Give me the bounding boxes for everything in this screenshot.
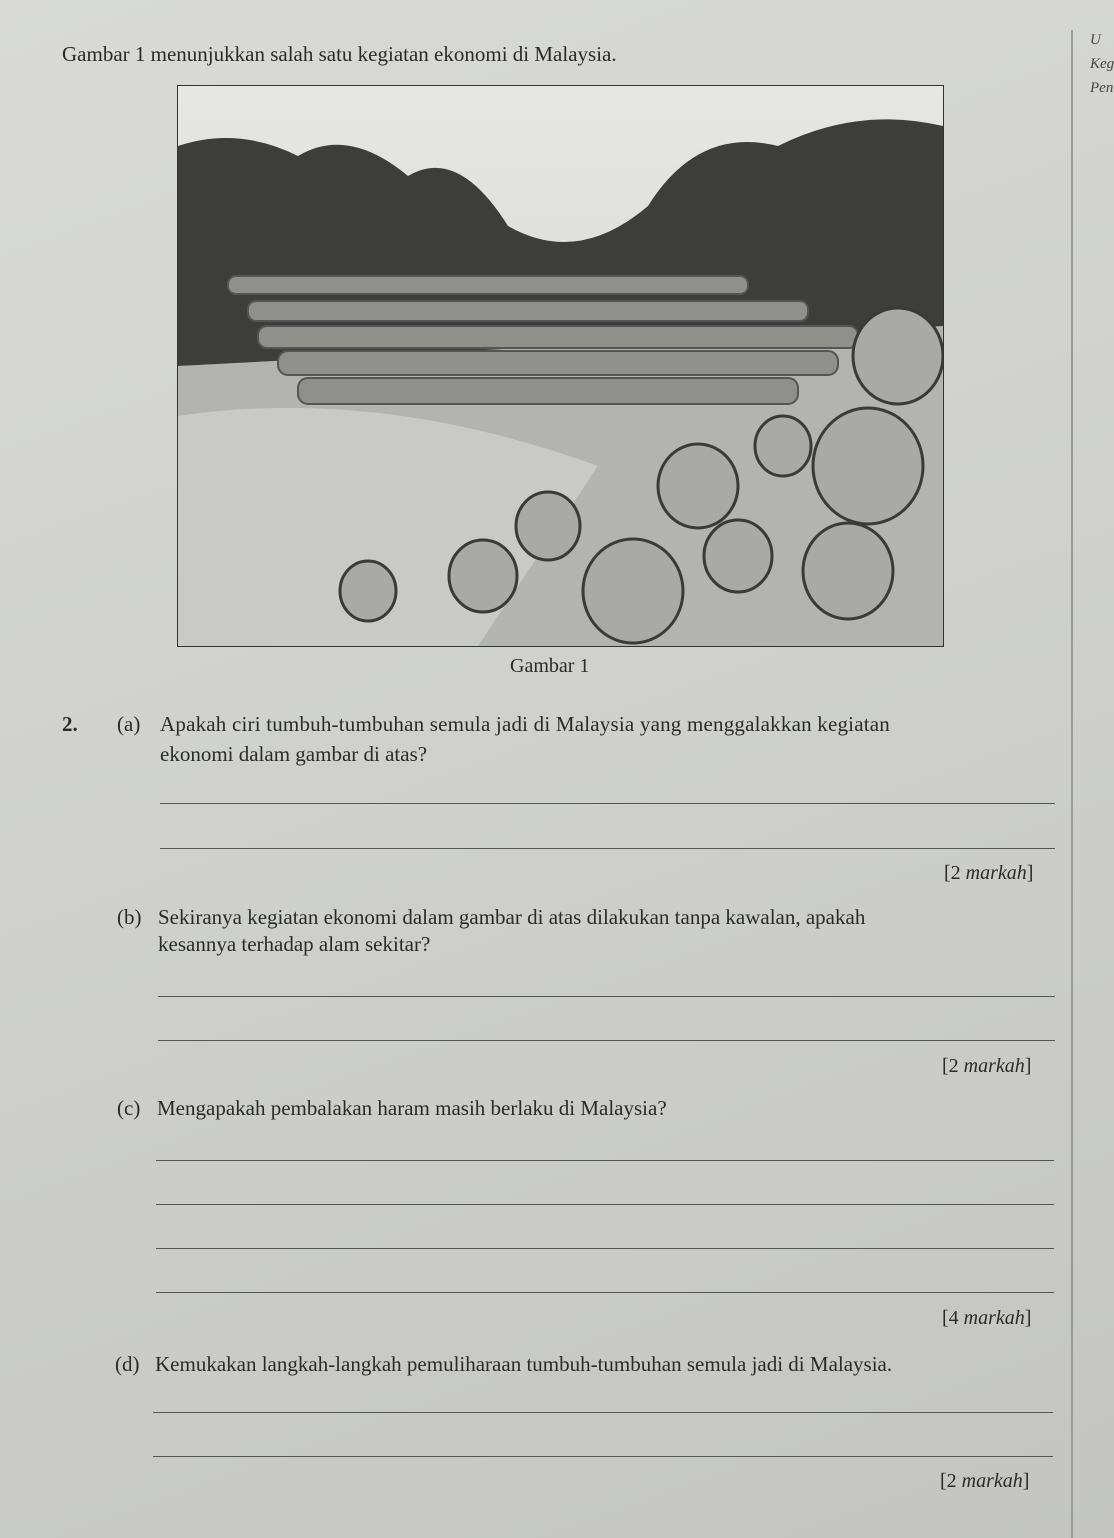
answer-line[interactable] (156, 1248, 1054, 1249)
part-d-marks: [2 markah] (940, 1470, 1030, 1492)
part-b-question: kesannya terhadap alam sekitar? (158, 932, 431, 956)
part-d-label: (d) (115, 1352, 140, 1376)
answer-line[interactable] (158, 996, 1055, 997)
answer-line[interactable] (153, 1456, 1053, 1457)
part-c-question: Mengapakah pembalakan haram masih berlaku di Malaysia? (157, 1096, 667, 1120)
intro-text: Gambar 1 menunjukkan salah satu kegiatan ekonomi di Malaysia. (62, 42, 617, 66)
answer-line[interactable] (160, 803, 1055, 804)
part-a-question: Apakah ciri tumbuh-tumbuhan semula jadi di Malaysia yang menggalakkan kegiatan (160, 712, 890, 736)
part-d-question: Kemukakan langkah-langkah pemuliharaan tumbuh-tumbuhan semula jadi di Malaysia. (155, 1352, 893, 1376)
answer-line[interactable] (156, 1160, 1054, 1161)
answer-line[interactable] (160, 848, 1055, 849)
part-c-marks: [4 markah] (942, 1307, 1032, 1329)
question-number: 2. (62, 712, 78, 736)
margin-text: Keg (1090, 56, 1114, 72)
part-c-label: (c) (117, 1096, 141, 1120)
part-a-marks: [2 markah] (944, 862, 1034, 884)
part-a-question: ekonomi dalam gambar di atas? (160, 742, 428, 766)
answer-line[interactable] (156, 1292, 1054, 1293)
answer-line[interactable] (158, 1040, 1055, 1041)
margin-text: Pen (1090, 80, 1114, 96)
margin-text: U (1090, 32, 1101, 48)
answer-line[interactable] (156, 1204, 1054, 1205)
figure-photo-logs (177, 85, 944, 647)
answer-line[interactable] (153, 1412, 1053, 1413)
part-b-marks: [2 markah] (942, 1055, 1032, 1077)
part-a-label: (a) (117, 712, 141, 736)
part-b-question: Sekiranya kegiatan ekonomi dalam gambar di atas dilakukan tanpa kawalan, apakah (158, 905, 866, 929)
part-b-label: (b) (117, 905, 142, 929)
figure-caption: Gambar 1 (510, 655, 590, 677)
margin-line (1071, 30, 1073, 1538)
